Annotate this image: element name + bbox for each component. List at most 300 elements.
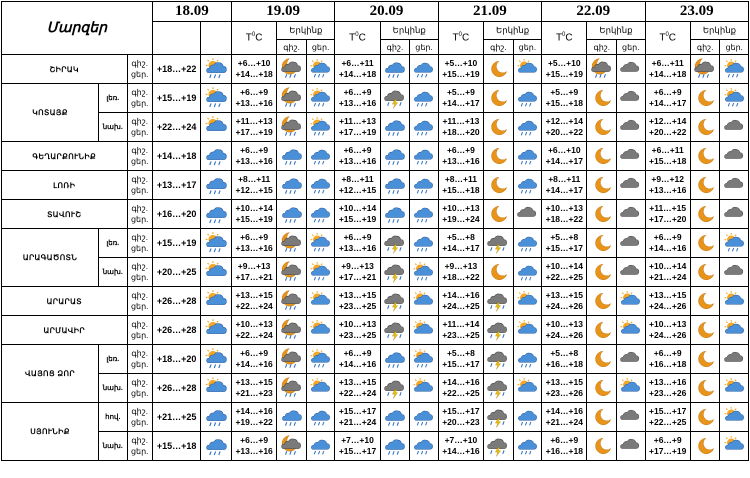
day-temp: +14…+17 [442,98,480,108]
table-row [2,258,749,287]
date-label: 18.09 [175,3,209,19]
sky-col-header [380,22,438,40]
subzone-cell [99,403,127,432]
day-temp: +13…+16 [235,156,273,166]
day-temp: +15…+19 [235,214,273,224]
night-label: գիշ. [131,88,148,97]
cloud-rain-icon [277,173,306,197]
cloud-rain-icon [410,173,438,197]
sky-col-label: Երկինք [289,25,323,35]
first-day-temp [152,345,201,374]
night-temp: +6…+9 [240,232,269,242]
day-temp: +17…+21 [235,272,273,282]
day-icon-cell [720,403,749,432]
day-icon-cell [617,113,646,142]
day-icon-cell [410,142,439,171]
moon-cloud-icon [691,57,720,81]
cloud-icon [617,115,645,139]
night-icon-cell [587,113,617,142]
day-icon-cell [306,258,335,287]
first-day-icon-cell [201,200,232,229]
temp-range: +26…+28 [156,383,197,393]
cloud-rain-icon [410,434,438,458]
sun-cloud-icon [720,405,748,429]
moon-icon [484,144,513,168]
day-temps [645,113,690,142]
night-icon-cell [380,200,410,229]
date-header-3 [438,2,541,22]
day-temps [645,171,690,200]
day-icon-cell [410,84,439,113]
storm-icon [484,231,513,255]
first-day-temp [152,258,201,287]
night-label: գիշ. [386,42,404,52]
day-temps [231,84,276,113]
sun-cloud-icon [410,289,438,313]
sun-cloud-rain-icon [307,231,335,255]
temp-range: +22…+24 [156,122,197,132]
cloud-icon [720,115,748,139]
region-name: ԳԵՂԱՐՔՈՒՆԻՔ [32,151,97,161]
region-cell [2,142,128,171]
cloud-icon [720,173,748,197]
day-icon-cell [513,113,542,142]
cloud-rain-icon [307,144,335,168]
cloud-icon [617,173,645,197]
night-icon-cell [380,142,410,171]
sky-col-label: Երկինք [496,25,530,35]
moon-icon [587,318,616,342]
day-temps [438,374,483,403]
night-temp: +6…+9 [240,87,269,97]
day-icon-cell [720,55,749,84]
day-label: ցեր. [130,302,149,311]
day-icon-cell [513,316,542,345]
period-labels [127,229,152,258]
day-icon-cell [617,374,646,403]
temp-range: +16…+20 [156,209,197,219]
night-temp: +6…+9 [240,348,269,358]
day-label: ցեր. [518,42,537,52]
sun-cloud-rain-icon [307,115,335,139]
region-name: ԱՐԱԳԱԾՈՏՆ [22,253,78,262]
sun-cloud-rain-icon [410,347,438,371]
temp-range: +21…+25 [156,412,197,422]
night-icon-cell [690,171,720,200]
day-icon-cell [513,374,542,403]
subzone-cell [99,258,127,287]
day-temp: +13…+16 [338,156,377,166]
day-icon-cell [513,229,542,258]
cloud-rain-icon [514,347,542,371]
day-col-header [720,40,749,55]
region-cell [2,345,99,403]
sun-cloud-icon [514,318,542,342]
night-icon-cell [277,345,307,374]
sun-cloud-rain-icon [307,347,335,371]
night-icon-cell [380,316,410,345]
cloud-rain-icon [307,405,335,429]
day-temp: +16…+18 [545,359,583,369]
night-label: գիշ. [131,146,148,155]
sun-cloud-icon [720,376,748,400]
cloud-rain-icon [277,405,306,429]
sun-cloud-rain-icon [307,260,335,284]
moon-icon [484,202,513,226]
moon-icon [484,115,513,139]
night-temp: +13…+15 [338,290,377,300]
region-cell [2,200,128,229]
night-label: գիշ. [283,42,300,52]
temp-col-header: $T^0C$ [645,22,690,55]
subzone-name: լեռ. [106,240,120,247]
night-temp: +10…+13 [338,319,377,329]
sun-cloud-rain-icon [201,57,231,81]
night-icon-cell [690,84,720,113]
storm-icon [484,318,513,342]
day-temp: +20…+22 [649,127,687,137]
day-icon-cell [306,55,335,84]
moon-cloud-icon [587,57,616,81]
sky-col-label: Երկինք [392,25,426,35]
day-temps [231,316,276,345]
night-icon-cell [380,258,410,287]
day-temp: +14…+18 [338,69,377,79]
storm-icon [484,347,513,371]
night-temp: +5…+8 [550,348,579,358]
day-icon-cell [410,171,439,200]
day-icon-cell [617,142,646,171]
night-temp: +13…+16 [649,377,687,387]
cloud-icon [720,347,748,371]
day-temp: +18…+22 [545,214,583,224]
storm-icon [484,289,513,313]
day-temp: +15…+19 [338,214,377,224]
day-temps [438,55,483,84]
subzone-cell [99,432,127,461]
moon-icon [691,115,720,139]
day-icon-cell [410,113,439,142]
period-labels [127,171,152,200]
day-label: ցեր. [415,42,433,52]
night-temp: +5…+9 [446,87,475,97]
region-name: ԼՈՌԻ [53,180,76,190]
night-temp: +5…+9 [550,87,579,97]
day-col-header [617,40,646,55]
moon-icon [484,57,513,81]
sun-cloud-icon [720,289,748,313]
sun-cloud-rain-icon [201,347,231,371]
moon-icon [587,231,616,255]
moon-cloud-icon [277,318,306,342]
sun-cloud-icon [410,376,438,400]
night-icon-cell [587,200,617,229]
day-temps [645,287,690,316]
night-temp: +10…+14 [545,261,583,271]
region-name: ԱՐՄԱՎԻՐ [43,325,85,335]
cloud-rain-icon [201,144,231,168]
night-temp: +6…+11 [341,58,374,68]
day-temps [542,403,587,432]
temp-range: +15…+19 [156,93,197,103]
day-temp: +14…+16 [235,359,273,369]
date-header-0 [152,2,231,22]
sun-cloud-icon [410,318,438,342]
day-icon-cell [720,142,749,171]
sun-cloud-icon [617,318,645,342]
first-day-temp [152,287,201,316]
region-cell [2,229,99,287]
cloud-rain-icon [381,347,410,371]
temp-range: +26…+28 [156,325,197,335]
night-icon-cell [484,258,514,287]
moon-icon [587,376,616,400]
moon-icon [691,405,720,429]
table-row [2,287,749,316]
day-temps [645,374,690,403]
night-temp: +10…+13 [545,319,583,329]
sun-cloud-icon [307,376,335,400]
day-temp: +14…+18 [649,69,687,79]
night-icon-cell [484,200,514,229]
day-temps [231,258,276,287]
sun-cloud-icon [720,318,748,342]
day-label: ցեր. [130,360,149,369]
day-col-header [410,40,439,55]
night-temp: +6…+9 [446,145,475,155]
night-icon-cell [587,403,617,432]
moon-icon [587,289,616,313]
day-temps [542,432,587,461]
day-temp: +13…+16 [235,243,273,253]
night-temp: +12…+14 [545,116,583,126]
temp-col-header: $T^0C$ [231,22,276,55]
day-icon-cell [410,316,439,345]
day-temp: +15…+18 [649,156,687,166]
day-temp: +15…+19 [545,69,583,79]
day-temps [645,432,690,461]
day-temp: +17…+19 [338,127,377,137]
day-temps [231,171,276,200]
night-icon-cell [277,403,307,432]
subzone-name: նախ. [102,443,123,450]
cloud-rain-icon [201,202,231,226]
storm-icon [381,289,410,313]
cloud-icon [617,347,645,371]
night-temp: +14…+16 [545,406,583,416]
date-label: 19.09 [266,3,300,19]
table-row [2,55,749,84]
region-name: ԿՈՏԱՅՔ [32,108,68,117]
cloud-icon [720,260,748,284]
period-labels [127,403,152,432]
subzone-cell [99,374,127,403]
moon-icon [587,144,616,168]
day-label: ցեր. [725,42,743,52]
day-icon-cell [306,432,335,461]
sun-cloud-rain-icon [307,86,335,110]
night-temp: +8…+11 [238,174,271,184]
day-icon-cell [306,316,335,345]
day-temp: +14…+17 [649,98,687,108]
moon-cloud-icon [277,260,306,284]
night-temp: +13…+15 [235,290,273,300]
night-temp: +6…+9 [343,145,372,155]
night-icon-cell [277,142,307,171]
sky-col-header [587,22,645,40]
subzone-name: հով. [105,414,121,421]
cloud-rain-icon [514,86,542,110]
day-label: ցեր. [130,244,149,253]
day-temps [438,142,483,171]
table-row [2,403,749,432]
moon-icon [691,318,720,342]
first-day-icon-cell [201,374,232,403]
night-icon-cell [380,374,410,403]
moon-icon [691,202,720,226]
day-temp: +22…+24 [235,330,273,340]
day-temps [645,200,690,229]
night-temp: +13…+15 [545,377,583,387]
night-temp: +15…+17 [649,406,687,416]
day-icon-cell [306,142,335,171]
day-temps [231,345,276,374]
first-day-temp [152,432,201,461]
day-temps [542,113,587,142]
day-temps [438,171,483,200]
period-labels [127,432,152,461]
day-temp: +16…+18 [649,359,687,369]
day-temps [335,287,380,316]
night-temp: +10…+13 [442,203,480,213]
day-icon-cell [617,229,646,258]
day-temps [231,200,276,229]
sun-cloud-icon [201,318,231,342]
night-temp: +6…+10 [237,58,271,68]
day-temp: +17…+21 [338,272,377,282]
cloud-rain-icon [410,202,438,226]
day-temps [335,171,380,200]
night-icon-cell [380,55,410,84]
cloud-icon [617,202,645,226]
first-day-icon-cell [201,171,232,200]
day-icon-cell [513,345,542,374]
subzone-cell [99,345,127,374]
day-temps [542,200,587,229]
first-day-icon-cell [201,55,232,84]
day-temp: +23…+25 [442,330,480,340]
day-temps [335,403,380,432]
night-icon-cell [587,374,617,403]
day-icon-cell [410,432,439,461]
night-icon-cell [277,374,307,403]
night-col-header [380,40,410,55]
night-temp: +11…+13 [339,116,376,126]
night-temp: +13…+15 [545,290,583,300]
day-temps [645,403,690,432]
storm-icon [381,376,410,400]
day-icon-cell [306,171,335,200]
day-temps [335,432,380,461]
day-label: ցեր. [622,42,640,52]
night-label: գիշ. [131,117,148,126]
subzone-name: նախ. [102,124,123,131]
temp-range: +15…+18 [156,441,197,451]
night-icon-cell [690,55,720,84]
cloud-rain-icon [514,173,542,197]
day-icon-cell [513,432,542,461]
night-icon-cell [277,432,307,461]
temp-range: +15…+19 [156,238,197,248]
temp-range: +14…+18 [156,151,197,161]
day-temps [335,142,380,171]
temp-col-header: $T^0C$ [542,22,587,55]
moon-icon [691,86,720,110]
night-temp: +7…+10 [444,435,478,445]
cloud-rain-icon [514,260,542,284]
cloud-rain-icon [381,144,410,168]
night-temp: +13…+15 [338,377,377,387]
cloud-rain-icon [410,86,438,110]
night-icon-cell [690,345,720,374]
day-label: ցեր. [130,157,149,166]
night-temp: +11…+14 [442,319,480,329]
night-temp: +14…+16 [442,290,480,300]
moon-icon [484,260,513,284]
subzone-cell [99,229,127,258]
table-row [2,171,749,200]
period-labels [127,258,152,287]
day-temps [542,229,587,258]
day-temps [335,55,380,84]
sun-cloud-rain-icon [720,57,748,81]
first-day-temp [152,171,201,200]
day-temps [438,345,483,374]
day-temp: +13…+16 [338,98,377,108]
night-temp: +10…+14 [338,203,377,213]
night-temp: +14…+16 [235,406,273,416]
day-temps [231,142,276,171]
sun-cloud-icon [307,318,335,342]
night-icon-cell [484,403,514,432]
night-icon-cell [484,229,514,258]
day-temp: +15…+17 [338,446,377,456]
night-icon-cell [690,113,720,142]
temp-range: +20…+25 [156,267,197,277]
temp-range: +13…+17 [156,180,197,190]
first-day-temp [152,403,201,432]
day-temp: +14…+18 [235,69,273,79]
moon-icon [587,115,616,139]
day-label: ցեր. [130,70,149,79]
day-temp: +18…+22 [442,272,480,282]
night-temp: +7…+10 [341,435,374,445]
night-icon-cell [690,316,720,345]
cloud-icon [617,405,645,429]
night-icon-cell [380,229,410,258]
sun-cloud-icon [201,289,231,313]
day-icon-cell [617,171,646,200]
first-day-icon-cell [201,287,232,316]
day-icon-cell [306,403,335,432]
cloud-rain-icon [514,434,542,458]
moon-icon [587,434,616,458]
period-labels [127,345,152,374]
moon-icon [587,347,616,371]
night-icon-cell [587,142,617,171]
moon-icon [691,260,720,284]
night-temp: +5…+8 [446,348,475,358]
